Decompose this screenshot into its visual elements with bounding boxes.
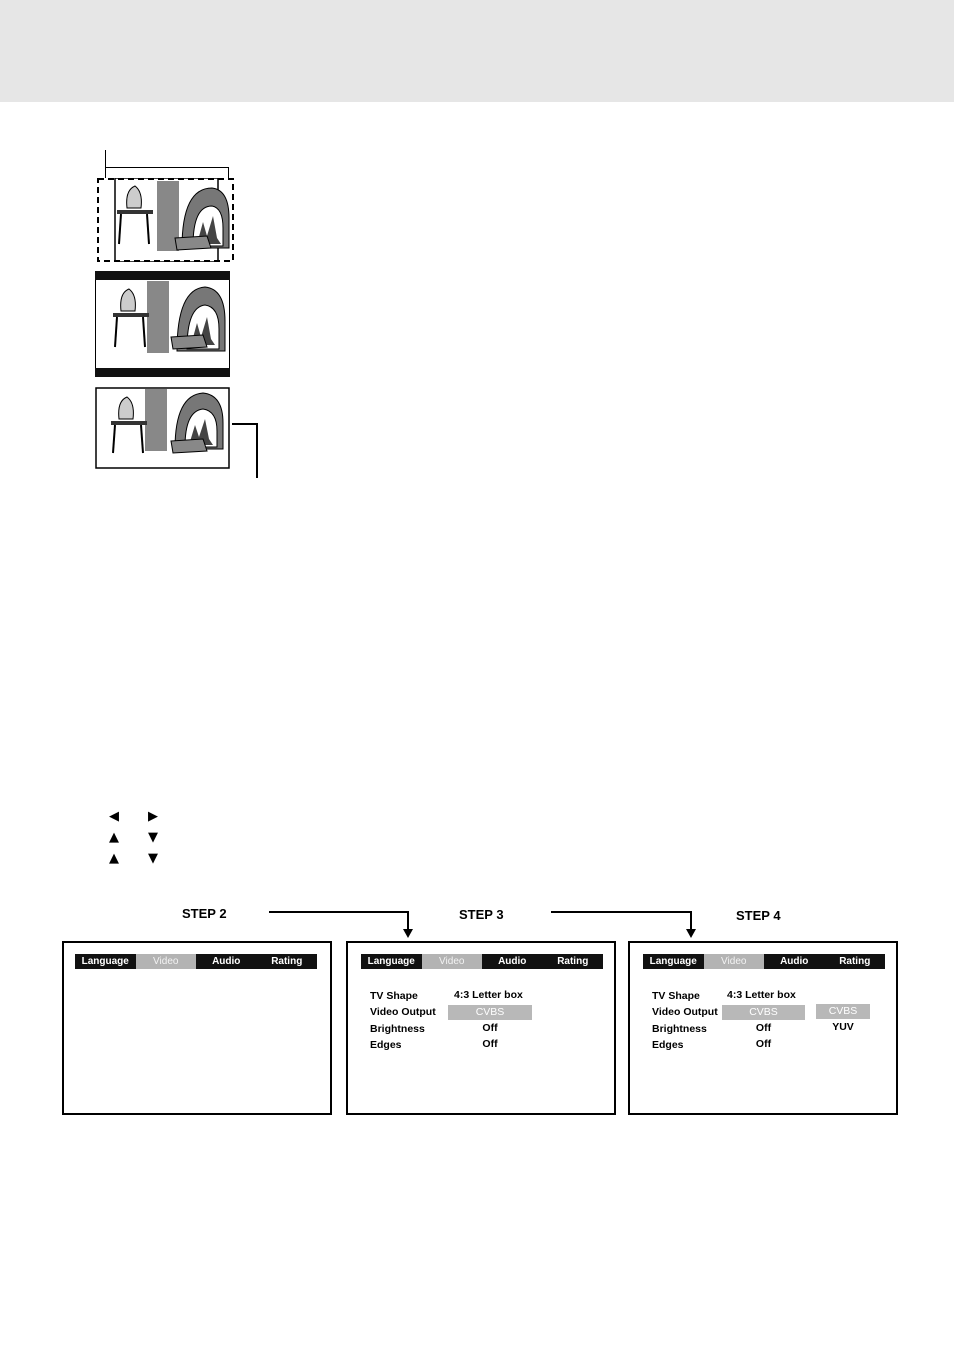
letterbox-illustration <box>95 271 230 377</box>
left-arrow-icon: ◀ <box>109 809 119 824</box>
setting-label-brightness: Brightness <box>652 1023 707 1035</box>
down-arrow-icon: ▼ <box>148 830 158 845</box>
tab-audio[interactable]: Audio <box>212 956 241 967</box>
menu-tab-bar <box>643 954 885 969</box>
setting-label-video-output: Video Output <box>652 1006 718 1018</box>
tab-rating[interactable]: Rating <box>839 956 871 967</box>
header-band <box>0 0 954 102</box>
setting-label-tv-shape: TV Shape <box>652 990 700 1002</box>
menu-tab-bar <box>75 954 317 969</box>
setting-value-video-output[interactable]: CVBS <box>448 1005 532 1020</box>
step-2-label: STEP 2 <box>182 906 227 921</box>
connector-line <box>551 911 692 913</box>
setting-label-video-output: Video Output <box>370 1006 436 1018</box>
setting-value-video-output[interactable]: CVBS <box>722 1005 805 1020</box>
tab-audio[interactable]: Audio <box>780 956 809 967</box>
tab-audio[interactable]: Audio <box>498 956 527 967</box>
setting-label-brightness: Brightness <box>370 1023 425 1035</box>
connector-line <box>407 911 409 929</box>
setting-value-tv-shape[interactable]: 4:3 Letter box <box>727 989 796 1001</box>
tab-language[interactable]: Language <box>367 956 415 967</box>
tab-language[interactable]: Language <box>649 956 697 967</box>
menu-tab-bar <box>361 954 603 969</box>
setting-value-tv-shape[interactable]: 4:3 Letter box <box>454 989 523 1001</box>
setting-value-edges[interactable]: Off <box>482 1038 498 1050</box>
submenu-option-yuv[interactable]: YUV <box>832 1021 854 1033</box>
connector-line <box>269 911 409 913</box>
tab-video[interactable]: Video <box>422 954 483 969</box>
step-4-menu <box>628 941 898 1115</box>
tab-video[interactable]: Video <box>136 954 197 969</box>
tab-rating[interactable]: Rating <box>557 956 589 967</box>
right-arrow-icon: ▶ <box>148 809 158 824</box>
arrow-down-icon <box>686 929 696 938</box>
setting-label-tv-shape: TV Shape <box>370 990 418 1002</box>
setting-value-brightness[interactable]: Off <box>482 1022 498 1034</box>
setting-label-edges: Edges <box>652 1039 684 1051</box>
arrow-down-icon <box>403 929 413 938</box>
tab-rating[interactable]: Rating <box>271 956 303 967</box>
pan-scan-illustration <box>97 178 234 262</box>
up-arrow-icon: ▲ <box>109 830 119 845</box>
down-arrow-icon: ▼ <box>148 851 158 866</box>
setting-value-edges[interactable]: Off <box>755 1038 772 1050</box>
bracket-line <box>105 167 229 168</box>
wide-screen-illustration <box>95 387 230 469</box>
setting-label-edges: Edges <box>370 1039 402 1051</box>
callout-line <box>256 423 258 478</box>
tab-language[interactable]: Language <box>81 956 129 967</box>
up-arrow-icon: ▲ <box>109 851 119 866</box>
connector-line <box>690 911 692 929</box>
step-2-menu <box>62 941 332 1115</box>
step-3-menu <box>346 941 616 1115</box>
step-3-label: STEP 3 <box>459 907 504 922</box>
setting-value-brightness[interactable]: Off <box>755 1022 772 1034</box>
callout-line <box>232 423 257 425</box>
tab-video[interactable]: Video <box>704 954 765 969</box>
step-4-label: STEP 4 <box>736 908 781 923</box>
bracket-line <box>105 150 106 178</box>
submenu-option-cvbs[interactable]: CVBS <box>816 1004 870 1019</box>
